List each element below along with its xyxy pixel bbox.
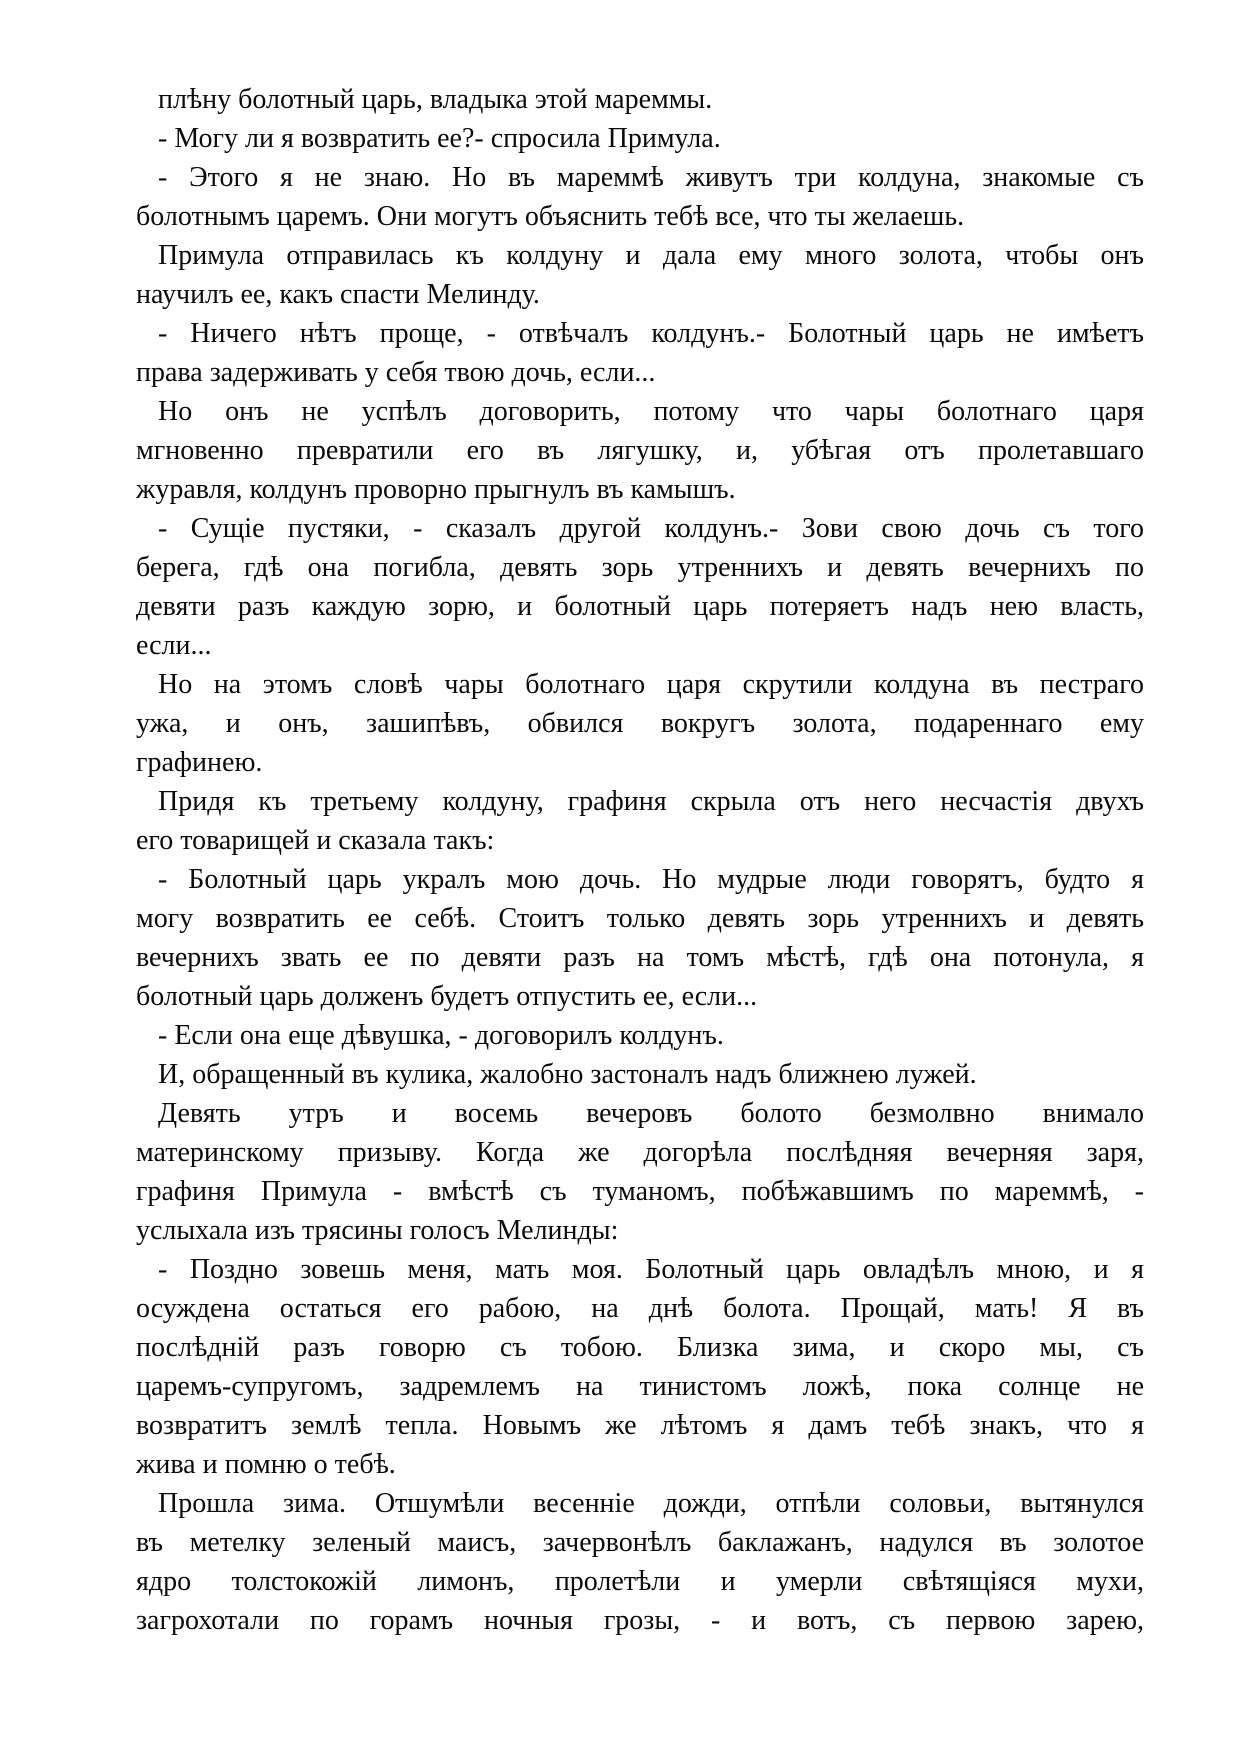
paragraph	[136, 1250, 1144, 1484]
text-line: если...	[136, 630, 212, 661]
paragraph	[136, 392, 1144, 509]
text-line: права задерживать у себя твою дочь, если...	[136, 357, 656, 388]
text-line: мгновенно превратили его въ лягушку, и, убѣгая отъ пролетавшаго	[136, 435, 1144, 466]
text-line: Девять утръ и восемь вечеровъ болото безмолвно внимало	[158, 1098, 1144, 1129]
text-line: ядро толстокожій лимонъ, пролетѣли и умерли свѣтящіяся мухи,	[136, 1566, 1144, 1597]
paragraph	[136, 665, 1144, 782]
text-line: вечернихъ звать ее по девяти разъ на томъ мѣстѣ, гдѣ она потонула, я	[136, 942, 1144, 973]
text-line: въ метелку зеленый маисъ, зачервонѣлъ баклажанъ, надулся въ золотое	[136, 1527, 1144, 1558]
text-line: - Могу ли я возвратить ее?- спросила Примула.	[158, 123, 721, 154]
text-line: - Сущіе пустяки, - сказалъ другой колдунъ.- Зови свою дочь съ того	[158, 513, 1144, 544]
paragraph	[136, 509, 1144, 665]
text-line: могу возвратить ее себѣ. Стоитъ только девять зорь утреннихъ и девять	[136, 903, 1144, 934]
paragraph	[136, 236, 1144, 314]
text-line: болотный царь долженъ будетъ отпустить ее, если...	[136, 981, 758, 1012]
text-line: материнскому призыву. Когда же догорѣла послѣдняя вечерняя заря,	[136, 1137, 1144, 1168]
text-line: графиня Примула - вмѣстѣ съ туманомъ, побѣжавшимъ по мареммѣ, -	[136, 1176, 1144, 1207]
text-line: - Болотный царь укралъ мою дочь. Но мудрые люди говорятъ, будто я	[158, 864, 1144, 895]
text-line: научилъ ее, какъ спасти Мелинду.	[136, 279, 540, 310]
paragraph	[136, 119, 1144, 158]
paragraph	[136, 158, 1144, 236]
text-line: - Если она еще дѣвушка, - договорилъ колдунъ.	[158, 1020, 724, 1051]
text-line: послѣдній разъ говорю съ тобою. Близка зима, и скоро мы, съ	[136, 1332, 1144, 1363]
paragraph	[136, 314, 1144, 392]
text-line: берега, гдѣ она погибла, девять зорь утреннихъ и девять вечернихъ по	[136, 552, 1144, 583]
text-line: жива и помню о тебѣ.	[136, 1449, 396, 1480]
paragraph	[136, 80, 1144, 119]
paragraph	[136, 1016, 1144, 1055]
text-line: ужа, и онъ, зашипѣвъ, обвился вокругъ золота, подареннаго ему	[136, 708, 1144, 739]
text-line: журавля, колдунъ проворно прыгнулъ въ камышъ.	[136, 474, 736, 505]
paragraph	[136, 1484, 1144, 1640]
text-line: Но онъ не успѣлъ договорить, потому что чары болотнаго царя	[158, 396, 1144, 427]
paragraph	[136, 860, 1144, 1016]
text-line: девяти разъ каждую зорю, и болотный царь потеряетъ надъ нею власть,	[136, 591, 1144, 622]
text-line: графинею.	[136, 747, 263, 778]
text-line: его товарищей и сказала такъ:	[136, 825, 495, 856]
text-line: - Этого я не знаю. Но въ мареммѣ живутъ три колдуна, знакомые съ	[158, 162, 1144, 193]
text-line: Примула отправилась къ колдуну и дала ему много золота, чтобы онъ	[158, 240, 1144, 271]
text-column	[136, 80, 1144, 1640]
text-line: плѣну болотный царь, владыка этой мареммы.	[158, 84, 713, 115]
text-line: услыхала изъ трясины голосъ Мелинды:	[136, 1215, 619, 1246]
text-line: загрохотали по горамъ ночныя грозы, - и вотъ, съ первою зарею,	[136, 1605, 1144, 1636]
text-line: возвратитъ землѣ тепла. Новымъ же лѣтомъ я дамъ тебѣ знакъ, что я	[136, 1410, 1144, 1441]
paragraph	[136, 1055, 1144, 1094]
text-line: Придя къ третьему колдуну, графиня скрыла отъ него несчастія двухъ	[158, 786, 1144, 817]
text-line: - Поздно зовешь меня, мать моя. Болотный царь овладѣлъ мною, и я	[158, 1254, 1144, 1285]
text-line: - Ничего нѣтъ проще, - отвѣчалъ колдунъ.- Болотный царь не имѣетъ	[158, 318, 1144, 349]
text-line: И, обращенный въ кулика, жалобно застоналъ надъ ближнею лужей.	[158, 1059, 977, 1090]
text-line: Но на этомъ словѣ чары болотнаго царя скрутили колдуна въ пестраго	[158, 669, 1144, 700]
text-line: Прошла зима. Отшумѣли весенніе дожди, отпѣли соловьи, вытянулся	[158, 1488, 1144, 1519]
text-line: болотнымъ царемъ. Они могутъ объяснить тебѣ все, что ты желаешь.	[136, 201, 965, 232]
text-line: осуждена остаться его рабою, на днѣ болота. Прощай, мать! Я въ	[136, 1293, 1144, 1324]
paragraph	[136, 1094, 1144, 1250]
paragraph	[136, 782, 1144, 860]
text-line: царемъ-супругомъ, задремлемъ на тинистомъ ложѣ, пока солнце не	[136, 1371, 1144, 1402]
